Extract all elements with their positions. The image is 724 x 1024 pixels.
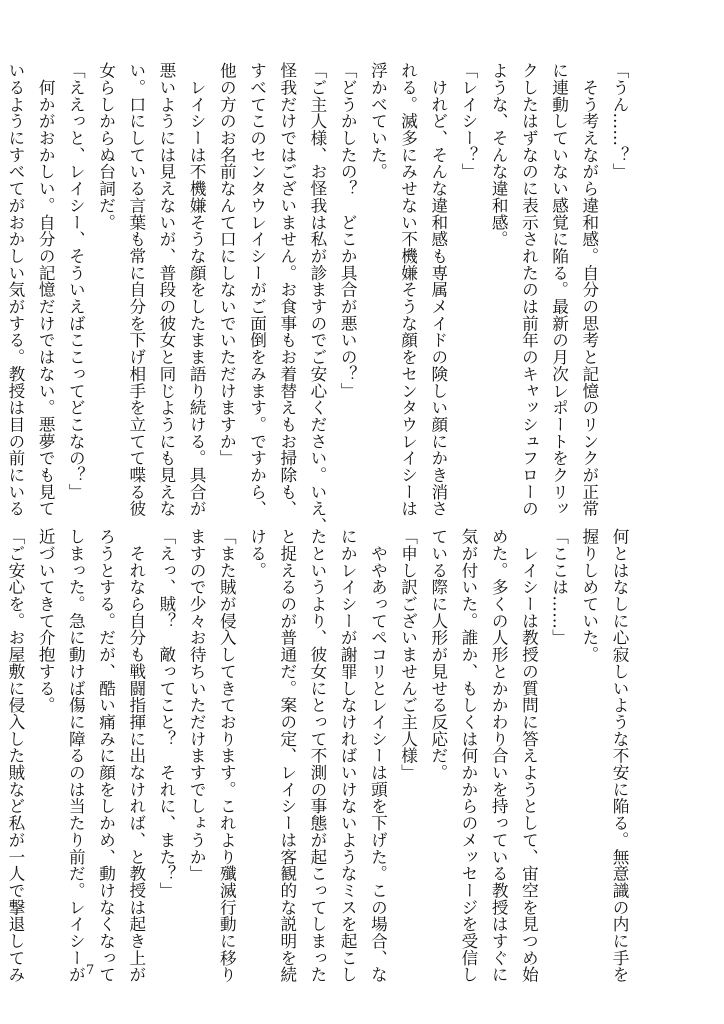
text-line: レイシーは教授の質問に答えようとして、宙空を見つめ始 xyxy=(519,528,539,983)
text-line: 「うん……？」 xyxy=(610,62,629,180)
text-line: ける。 xyxy=(247,528,267,579)
text-line: そう考えながら違和感。自分の思考と記憶のリンクが正常 xyxy=(579,62,599,517)
lower-text-block xyxy=(5,528,634,983)
text-line: れる。滅多にみせない不機嫌そうな顔をセンタウレイシーは xyxy=(398,62,418,517)
text-line: けれど、そんな違和感も専属メイドの険しい顔にかき消さ xyxy=(428,62,448,517)
text-line: 怪我だけではございません。お食事もお着替えもお掃除も、 xyxy=(277,62,297,517)
text-line: 「申し訳ございませんご主人様」 xyxy=(398,528,418,781)
text-line: ている際に人形が見せる反応だ。 xyxy=(428,528,448,781)
upper-text-block xyxy=(5,62,634,534)
text-line: 近づいてきて介抱する。 xyxy=(36,528,56,714)
page-number: 7 xyxy=(86,963,95,978)
text-line: 「ええっと、レイシー、そういえばここってどこなの？」 xyxy=(66,62,86,501)
text-line: レイシーは不機嫌そうな顔をしたまま語り続ける。具合が xyxy=(187,62,207,517)
text-line: 「ここは……」 xyxy=(549,528,569,646)
text-line: たというより、彼女にとって不測の事態が起こってしまった xyxy=(307,528,327,983)
text-line: ますので少々お待ちいただけますでしょうか」 xyxy=(187,528,207,882)
text-line: 「えっ、賊？ 敵ってこと？ それに、また？」 xyxy=(156,528,176,899)
text-line: い。口にしている言葉も常に自分を下げ相手を立てて喋る彼 xyxy=(126,62,146,517)
text-line: クしたはずなのに表示されたのは前年のキャッシュフローの xyxy=(519,62,539,517)
text-line: 気が付いた。誰か、もしくは何かからのメッセージを受信し xyxy=(458,528,478,983)
text-line: 「どうかしたの？ どこか具合が悪いの？」 xyxy=(338,62,358,399)
text-line: 何とはなしに心寂しいような不安に陥る。無意識の内に手を xyxy=(610,528,629,983)
text-line: ろうとする。だが、酷い痛みに顔をしかめ、動けなくなって xyxy=(96,528,116,983)
text-line: 「ご主人様、お怪我は私が診ますのでご安心ください。いえ、 xyxy=(307,62,327,534)
text-line: めた。多くの人形とかかわり合いを持っている教授はすぐに xyxy=(489,528,509,983)
text-line: に連動していない感覚に陥る。最新の月次レポートをクリッ xyxy=(549,62,569,517)
text-line: 握りしめていた。 xyxy=(579,528,599,663)
text-line: ような、そんな違和感。 xyxy=(489,62,509,248)
text-line: それなら自分も戦闘指揮に出なければ、と教授は起き上が xyxy=(126,528,146,983)
text-line: 他の方のお名前なんて口にしないでいただけますか」 xyxy=(217,62,237,467)
text-line: 「ご安心を。お屋敷に侵入した賊など私が一人で撃退してみ xyxy=(5,528,25,983)
text-line: 「また賊が侵入してきております。これより殲滅行動に移り xyxy=(217,528,237,983)
text-line: 浮かべていた。 xyxy=(368,62,388,180)
text-line: と捉えるのが普通だ。案の定、レイシーは客観的な説明を続 xyxy=(277,528,297,983)
text-line: いるようにすべてがおかしい気がする。教授は目の前にいる xyxy=(5,62,25,517)
text-line: 「レイシー？」 xyxy=(458,62,478,180)
text-line: ややあってペコリとレイシーは頭を下げた。この場合、な xyxy=(368,528,388,983)
text-line: にかレイシーが謝罪しなければいけないようなミスを起こし xyxy=(338,528,358,983)
text-line: 何かがおかしい。自分の記憶だけではない。悪夢でも見て xyxy=(36,62,56,517)
text-line: 女らしからぬ台詞だ。 xyxy=(96,62,116,231)
text-line: すべてこのセンタウレイシーがご面倒をみます。ですから、 xyxy=(247,62,267,517)
text-line: しまった。急に動けば傷に障るのは当たり前だ。レイシーが xyxy=(66,528,86,983)
text-line: 悪いようには見えないが、普段の彼女と同じようにも見えな xyxy=(156,62,176,517)
